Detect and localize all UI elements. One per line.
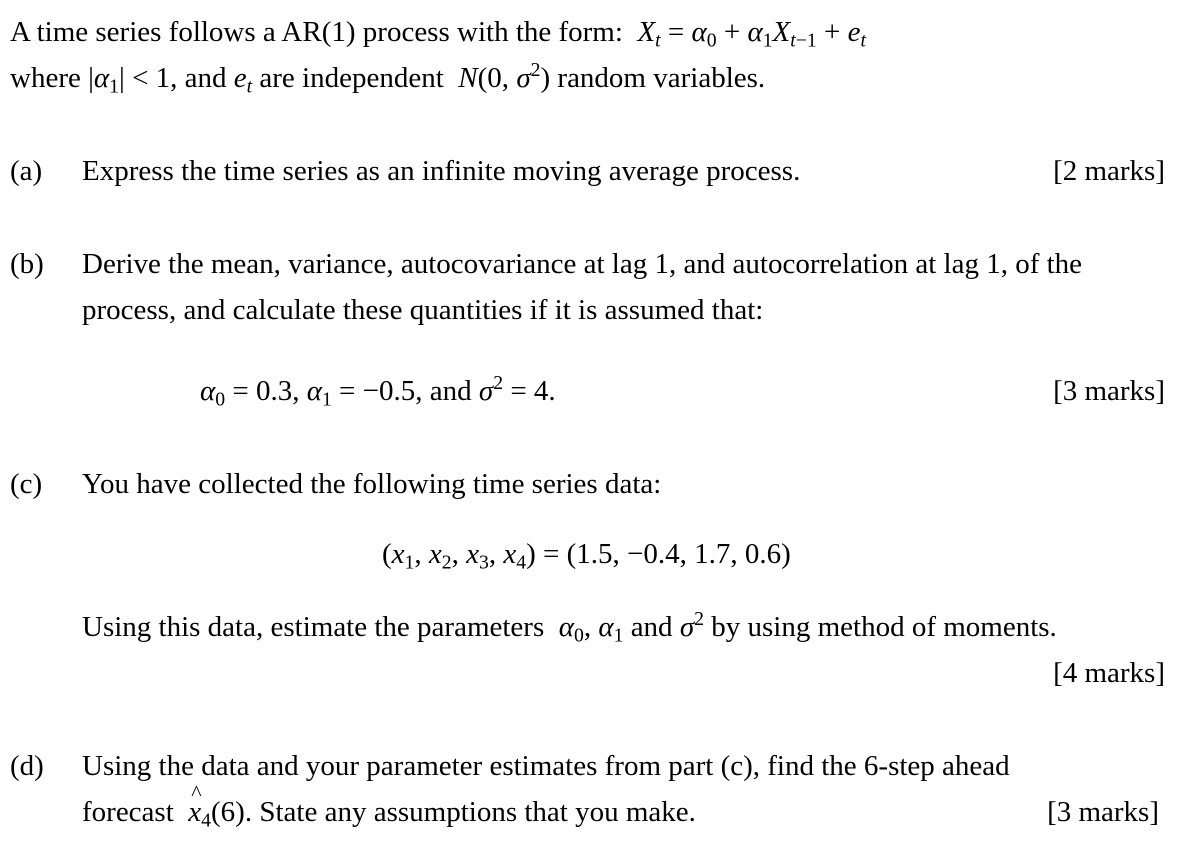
part-b-label: (b) [10, 248, 44, 280]
alpha1-abs: $|\alpha_1|$ [88, 62, 125, 98]
part-c-label: (c) [10, 468, 43, 500]
intro-line-2: where $|\alpha_1| < 1$, and $e_t$ are independent N(0, $\sigma^2$) random variables. [10, 59, 766, 98]
data-values: (1.5, −0.4, 1.7, 0.6) [566, 538, 791, 570]
part-a-label: (a) [10, 155, 43, 187]
part-b-marks: [3 marks] [1053, 375, 1165, 407]
ar1-equation: $X_t = \alpha_0 + \alpha_1X_{t-1} + e_t$ [630, 16, 866, 52]
part-d-text-1: Using the data and your parameter estimates from part (c), find the 6-step ahead [82, 750, 1010, 782]
forecast-symbol: ^ x [188, 798, 201, 827]
part-c-text-1: You have collected the following time series data: [82, 468, 662, 500]
part-d-text-2: forecast ^ $x_4(6)$. State any assumptions that you make. [82, 798, 696, 827]
part-b-text-2: process, and calculate these quantities if it is assumed that: [82, 294, 764, 326]
part-a-text: Express the time series as an infinite moving average process. [82, 155, 801, 187]
part-b-text-1: Derive the mean, variance, autocovariance at lag 1, and autocorrelation at lag 1, of the [82, 248, 1083, 280]
part-c-marks: [4 marks] [1053, 657, 1165, 689]
part-b-equation: $\alpha_0 = 0.3$, $\alpha_1 = -0.5$, and $\sigma^2 = 4$. [200, 372, 556, 411]
error-term: $e_t$ [233, 62, 253, 98]
part-d-marks: [3 marks] [1047, 796, 1159, 828]
normal-dist: N(0, $\sigma^2$) [451, 59, 551, 94]
part-d-label: (d) [10, 750, 44, 782]
part-c-data: ($x_1$, $x_2$, $x_3$, $x_4) = (1.5$, −0.4, 1.7, 0.6) [382, 538, 791, 574]
part-c-text-2: Using this data, estimate the parameters $\alpha_0$, $\alpha_1$ and $\sigma^2$ by using method of moments. [82, 608, 1057, 647]
intro-line-1 [10, 16, 866, 52]
part-a-marks: [2 marks] [1053, 155, 1165, 187]
intro-text: A time series follows a AR(1) process with the form: [10, 16, 623, 48]
